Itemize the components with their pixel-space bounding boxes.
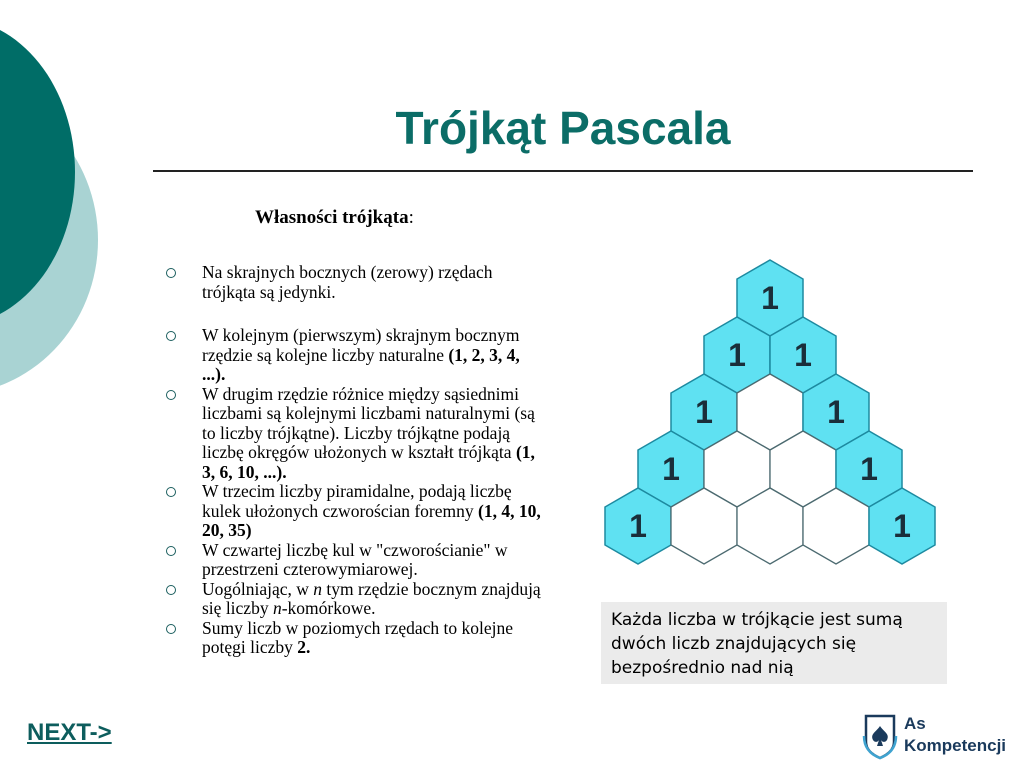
bullet-text: tym rzędzie bocznym znajdują się liczby <box>202 578 541 618</box>
as-kompetencji-logo <box>858 712 1018 762</box>
logo-text-line1: As <box>904 714 926 733</box>
certificate-spade-icon <box>858 712 902 760</box>
next-link[interactable]: NEXT-> <box>27 719 112 746</box>
bullet-text: W kolejnym (pierwszym) skrajnym bocznym rzędzie są kolejne liczby naturalne <box>202 325 520 365</box>
bullet-text: n <box>313 578 323 599</box>
bullet-text: (1, 2, 3, 4, ...). <box>202 344 520 384</box>
caption-text: Każda liczba w trójkącie jest sumą dwóch liczb znajdujących się bezpośrednio nad nią <box>611 610 903 678</box>
title-divider <box>153 170 973 172</box>
bullet-text: 2. <box>297 637 311 657</box>
bullet-circle-icon <box>166 487 176 497</box>
pascal-triangle-diagram <box>600 258 940 574</box>
logo-text-line2: Kompetencji <box>904 736 1007 755</box>
hex-cell-number: 1 <box>794 337 812 373</box>
bullet-text: (1, 4, 10, 20, 35) <box>202 500 541 540</box>
hex-cell-number: 1 <box>860 451 878 487</box>
subtitle-colon: : <box>408 207 414 228</box>
bullet-circle-icon <box>166 624 176 634</box>
bullet-text: -komórkowe. <box>281 598 376 618</box>
bullet-text: W czwartej liczbę kul w "czworościanie" w przestrzeni czterowymiarowej. <box>202 539 508 579</box>
bullet-item <box>163 541 543 580</box>
bullet-text: W trzecim liczby piramidalne, podają liczbę kulek ułożonych czworościan foremny <box>202 481 512 521</box>
bullet-text: Na skrajnych bocznych (zerowy) rzędach trójkąta są jedynki. <box>202 262 493 302</box>
subtitle-bold: Własności trójkąta <box>255 207 409 228</box>
hex-cell-number: 1 <box>893 508 911 544</box>
bullet-text: n <box>272 598 282 618</box>
caption-box <box>601 602 947 684</box>
bullet-circle-icon <box>166 331 176 341</box>
bullet-item <box>163 385 543 483</box>
properties-list <box>163 263 543 658</box>
bullet-text: Uogólniając, w <box>202 578 314 599</box>
bullet-text: (1, 3, 6, 10, ...). <box>202 442 535 482</box>
hex-cell-number: 1 <box>629 508 647 544</box>
hex-cell-number: 1 <box>728 337 746 373</box>
bullet-circle-icon <box>166 546 176 556</box>
bullet-item <box>163 263 543 302</box>
section-subtitle <box>255 207 414 229</box>
bullet-item <box>163 580 543 619</box>
bullet-circle-icon <box>166 390 176 400</box>
bullet-text: Sumy liczb w poziomych rzędach to kolejne potęgi liczby <box>202 617 514 657</box>
bullet-item <box>163 326 543 385</box>
bullet-item <box>163 619 543 658</box>
hex-cell-number: 1 <box>695 394 713 430</box>
bullet-circle-icon <box>166 585 176 595</box>
hex-cell-number: 1 <box>761 280 779 316</box>
hex-cell-number: 1 <box>827 394 845 430</box>
bullet-circle-icon <box>166 268 176 278</box>
bullet-text: W drugim rzędzie różnice między sąsiednimi liczbami są kolejnymi liczbami naturalnymi (są to liczby trójkątne). Liczby trójkątne podają liczbę okręgów ułożonych w kształt trójkąta <box>202 383 535 462</box>
hex-cell-number: 1 <box>662 451 680 487</box>
bullet-item <box>163 482 543 541</box>
slide-title: Trójkąt Pascala <box>395 102 731 154</box>
